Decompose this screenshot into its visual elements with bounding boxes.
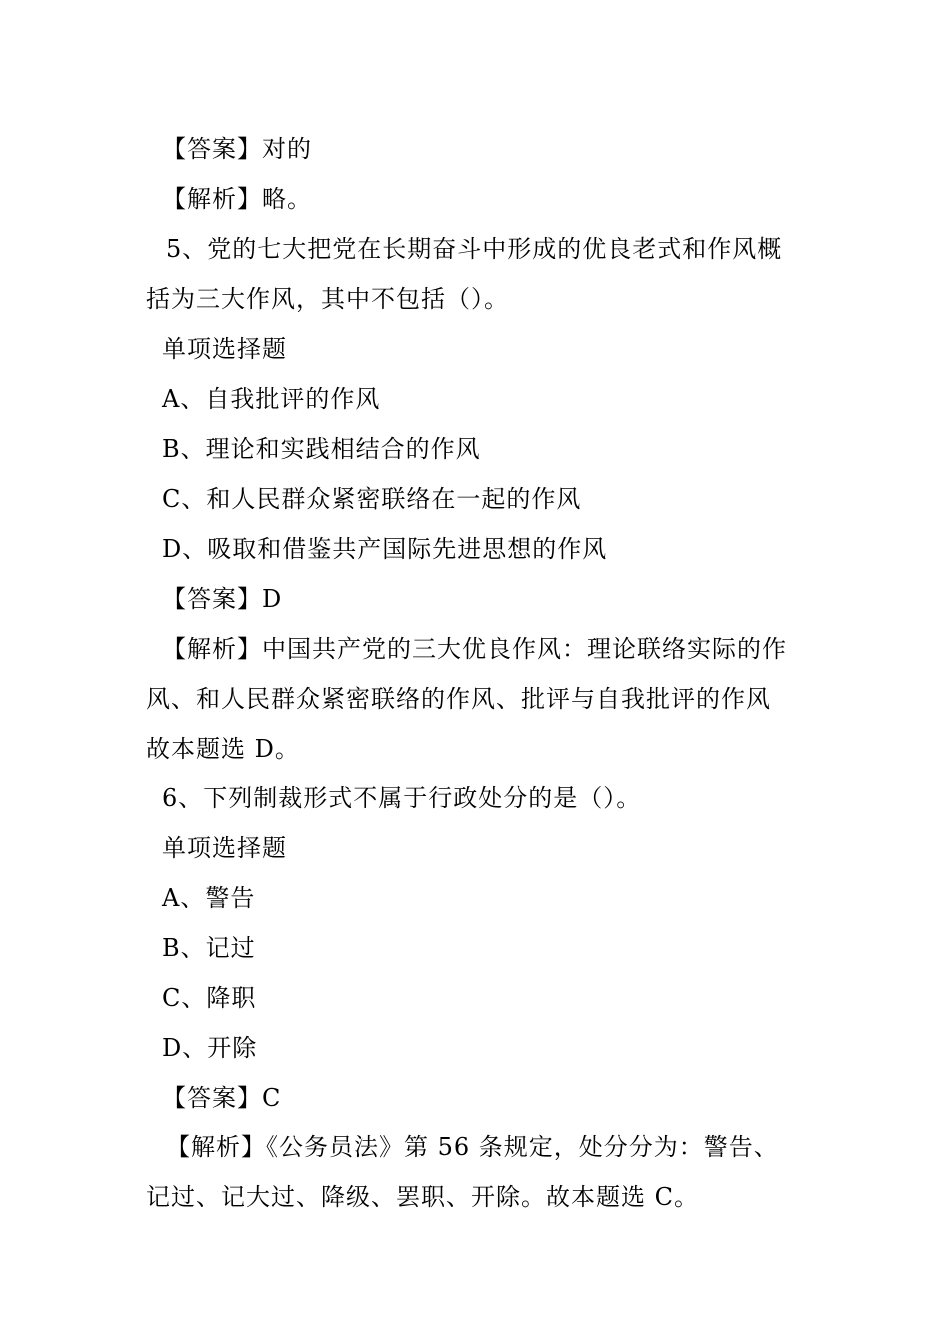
question-6-option-c: C、降职	[162, 984, 257, 1012]
question-5-type: 单项选择题	[162, 335, 287, 363]
question-5-option-b: B、理论和实践相结合的作风	[162, 435, 481, 463]
question-5-option-c: C、和人民群众紧密联络在一起的作风	[162, 485, 582, 513]
question-6-type: 单项选择题	[162, 834, 287, 862]
question-6-option-a: A、警告	[162, 884, 256, 912]
question-5-explanation-line-2: 风、和人民群众紧密联络的作风、批评与自我批评的作风	[146, 685, 771, 713]
question-5-explanation-line-3: 故本题选 D。	[146, 735, 300, 763]
question-6-option-b: B、记过	[162, 934, 256, 962]
question-5-text-line-2: 括为三大作风，其中不包括（）。	[146, 285, 509, 313]
question-6-explanation-line-2: 记过、记大过、降级、罢职、开除。故本题选 C。	[146, 1183, 699, 1211]
question-5-text-line-1: 5、党的七大把党在长期奋斗中形成的优良老式和作风概	[166, 235, 783, 263]
question-6-text: 6、下列制裁形式不属于行政处分的是（）。	[162, 784, 642, 812]
question-5-option-d: D、吸取和借鉴共产国际先进思想的作风	[162, 535, 608, 563]
question-6-option-d: D、开除	[162, 1034, 258, 1062]
question-5-option-a: A、自我批评的作风	[162, 385, 381, 413]
question-5-answer: 【答案】D	[162, 585, 283, 613]
explanation-line-q4: 【解析】略。	[162, 185, 312, 213]
question-6-explanation-line-1: 【解析】《公务员法》第 56 条规定，处分分为：警告、	[166, 1133, 779, 1161]
answer-line-q4: 【答案】对的	[162, 135, 312, 163]
question-5-explanation-line-1: 【解析】中国共产党的三大优良作风：理论联络实际的作	[162, 635, 787, 663]
question-6-answer: 【答案】C	[162, 1084, 282, 1112]
